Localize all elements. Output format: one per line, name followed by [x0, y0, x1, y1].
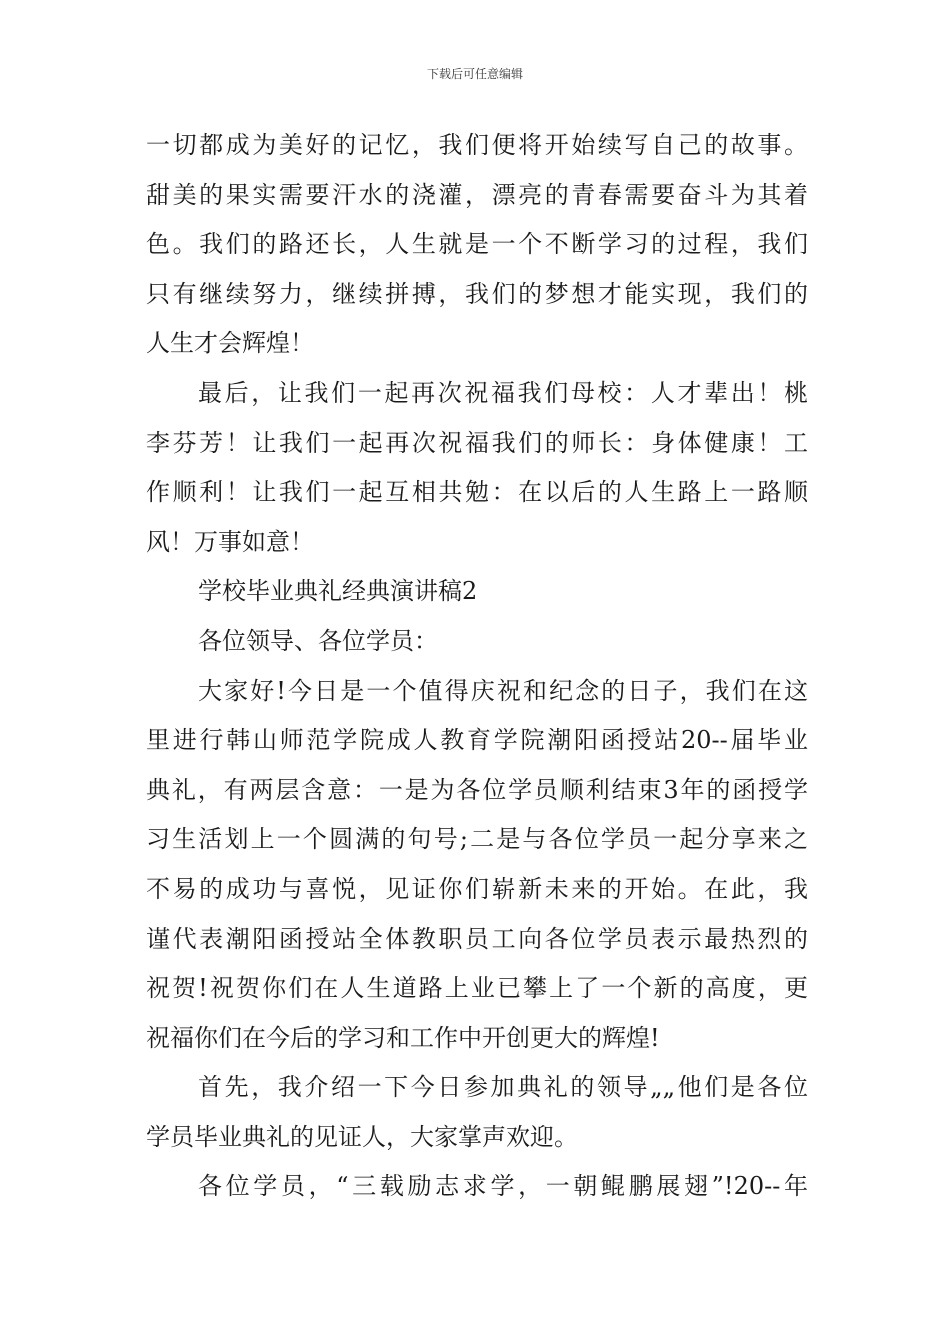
text-line: 习生活划上一个圆满的句号;二是与各位学员一起分享来之 — [146, 825, 808, 854]
text-line: 只有继续努力，继续拼搏，我们的梦想才能实现，我们的 — [146, 279, 808, 308]
text-line: 祝贺!祝贺你们在人生道路上业已攀上了一个新的高度，更 — [146, 974, 808, 1003]
paragraph — [146, 1162, 808, 1212]
section-title — [146, 567, 808, 617]
text-line: 作顺利！让我们一起互相共勉：在以后的人生路上一路顺 — [146, 478, 808, 507]
text-line: 谨代表潮阳函授站全体教职员工向各位学员表示最热烈的 — [146, 924, 808, 953]
text-line: 大家好!今日是一个值得庆祝和纪念的日子，我们在这 — [198, 676, 808, 705]
text-line: 祝福你们在今后的学习和工作中开创更大的辉煌! — [146, 1023, 660, 1052]
paragraph — [146, 121, 808, 369]
text-line: 首先，我介绍一下今日参加典礼的领导„„他们是各位 — [198, 1073, 808, 1102]
text-line: 色。我们的路还长，人生就是一个不断学习的过程，我们 — [146, 230, 808, 259]
text-line: 里进行韩山师范学院成人教育学院潮阳函授站20--届毕业 — [146, 726, 808, 755]
salutation — [146, 617, 808, 667]
page-header: 下载后可任意编辑 — [426, 67, 523, 81]
document-body — [146, 121, 808, 1212]
text-line: 各位领导、各位学员： — [198, 626, 438, 655]
text-line: 最后，让我们一起再次祝福我们母校：人才辈出！桃 — [198, 378, 808, 407]
text-line: 甜美的果实需要汗水的浇灌，漂亮的青春需要奋斗为其着 — [146, 180, 808, 209]
paragraph — [146, 369, 808, 567]
text-line: 一切都成为美好的记忆，我们便将开始续写自己的故事。 — [146, 131, 808, 159]
paragraph — [146, 1063, 808, 1162]
text-line: 各位学员，“三载励志求学，一朝鲲鹏展翅”!20--年 — [198, 1172, 808, 1201]
text-line: 李芬芳！让我们一起再次祝福我们的师长：身体健康！工 — [146, 428, 808, 457]
text-line: 典礼，有两层含意：一是为各位学员顺利结束3年的函授学 — [146, 775, 808, 804]
paragraph — [146, 667, 808, 1064]
text-line: 人生才会辉煌！ — [146, 329, 314, 358]
text-line: 不易的成功与喜悦，见证你们崭新未来的开始。在此，我 — [146, 874, 808, 903]
text-line: 学员毕业典礼的见证人，大家掌声欢迎。 — [146, 1122, 578, 1151]
text-line: 风！万事如意！ — [146, 527, 314, 556]
text-line: 学校毕业典礼经典演讲稿2 — [198, 577, 478, 606]
